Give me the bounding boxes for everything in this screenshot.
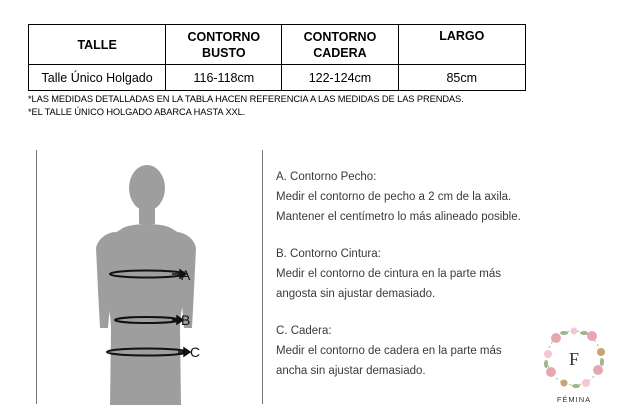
header-talle	[29, 25, 166, 65]
note-1: *LAS MEDIDAS DETALLADAS EN LA TABLA HACEN REFERENCIA A LAS MEDIDAS DE LAS PRENDAS.	[28, 94, 464, 104]
label-a: A	[181, 267, 191, 283]
header-largo-text: LARGO	[439, 29, 485, 43]
cell-talle: Talle Único Holgado	[29, 65, 166, 91]
header-busto-line2: BUSTO	[202, 45, 246, 60]
label-c: C	[190, 344, 201, 360]
size-table	[28, 24, 526, 91]
instruction-pecho	[276, 167, 546, 227]
cell-cadera: 122-124cm	[282, 65, 398, 91]
table-header-row	[29, 25, 526, 65]
header-contorno-cadera	[282, 25, 398, 65]
instruction-title: B. Contorno Cintura:	[276, 248, 381, 260]
instruction-title: C. Cadera:	[276, 325, 332, 337]
header-busto-line1: CONTORNO	[187, 29, 261, 44]
note-2: *EL TALLE ÚNICO HOLGADO ABARCA HASTA XXL.	[28, 107, 246, 117]
instruction-line: ancha sin ajustar demasiado.	[276, 365, 426, 377]
instruction-line: Medir el contorno de pecho a 2 cm de la axila.	[276, 191, 512, 203]
instruction-line: Mantener el centímetro lo más alineado posible.	[276, 211, 521, 223]
logo-letter: F	[568, 349, 580, 369]
instruction-line: Medir el contorno de cadera en la parte más	[276, 345, 502, 357]
cell-busto: 116-118cm	[166, 65, 282, 91]
instruction-line: angosta sin ajustar demasiado.	[276, 288, 436, 300]
instruction-line: Medir el contorno de cintura en la parte más	[276, 268, 502, 280]
instruction-cadera	[276, 321, 546, 381]
measurement-instructions	[276, 167, 546, 398]
header-cadera-line2: CADERA	[313, 45, 367, 60]
label-b: B	[181, 312, 191, 328]
header-contorno-busto	[166, 25, 282, 65]
logo-name: FÉMINA	[556, 395, 592, 404]
instruction-title: A. Contorno Pecho:	[276, 171, 377, 183]
table-notes	[28, 93, 464, 119]
header-cadera-line1: CONTORNO	[303, 29, 377, 44]
femina-logo	[538, 324, 610, 406]
body-silhouette-figure	[60, 150, 260, 405]
cell-largo: 85cm	[398, 65, 525, 91]
instruction-cintura	[276, 244, 546, 304]
mannequin-shape	[96, 165, 196, 405]
table-row	[29, 65, 526, 91]
header-talle-text: TALLE	[77, 37, 117, 52]
header-largo	[398, 25, 525, 65]
left-divider	[36, 150, 37, 404]
center-divider	[262, 150, 263, 404]
